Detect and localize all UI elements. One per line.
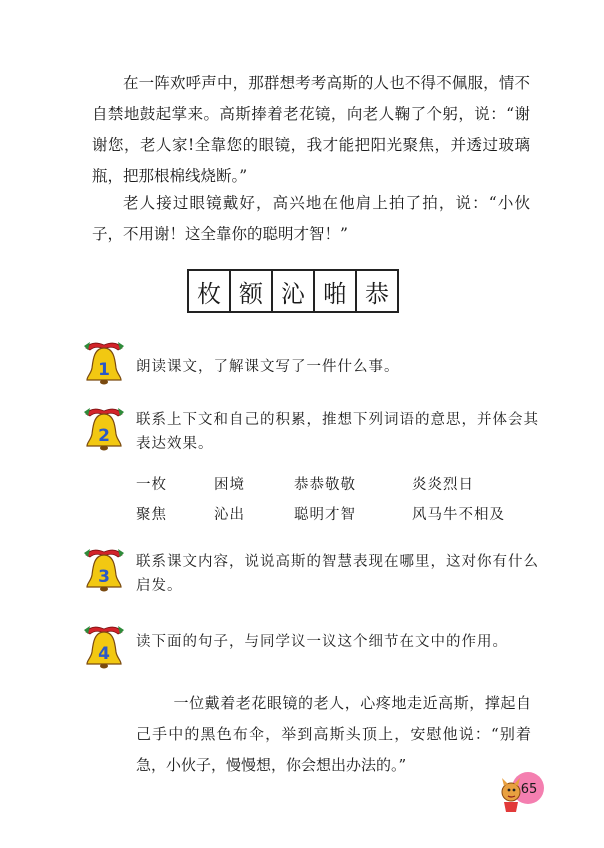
svg-text:2: 2 <box>98 426 110 446</box>
vocabulary-word: 恭恭敬敬 <box>294 476 356 493</box>
new-character: 额 <box>231 271 273 311</box>
page-number-badge <box>498 766 546 814</box>
exercise-3-text: 联系课文内容，说说高斯的智慧表现在哪里，这对你有什么启发。 <box>136 554 539 594</box>
story-paragraph-1: 在一阵欢呼声中，那群想考考高斯的人也不得不佩服，情不自禁地鼓起掌来。高斯捧着老花镜，向老人鞠了个躬，说：“谢谢您，老人家!全靠您的眼镜，我才能把阳光聚焦，并透过玻璃瓶，把那根棉线烧断。” <box>92 74 530 185</box>
new-characters-box <box>187 269 399 313</box>
story-paragraph-2: 老人接过眼镜戴好，高兴地在他肩上拍了拍，说：“小伙子，不用谢！这全靠你的聪明才智！” <box>92 194 530 243</box>
new-character: 恭 <box>365 279 389 308</box>
vocabulary-word: 聚焦 <box>136 506 167 523</box>
svg-text:4: 4 <box>98 644 110 664</box>
vocabulary-word: 风马牛不相及 <box>412 506 505 523</box>
vocabulary-list <box>136 468 552 528</box>
svg-text:3: 3 <box>98 567 110 587</box>
bell-number-1-icon <box>82 336 126 386</box>
page-number: 65 <box>520 782 538 797</box>
exercise-4-text: 读下面的句子，与同学议一议这个细节在文中的作用。 <box>136 634 508 650</box>
vocabulary-word: 沁出 <box>214 506 245 523</box>
vocabulary-word: 一枚 <box>136 476 167 493</box>
vocabulary-word: 困境 <box>214 476 245 493</box>
exercise-2-text: 联系上下文和自己的积累，推想下列词语的意思，并体会其表达效果。 <box>136 412 539 452</box>
bell-number-4-icon <box>82 620 126 670</box>
vocabulary-row <box>136 468 552 498</box>
vocabulary-word: 聪明才智 <box>294 506 356 523</box>
new-character: 枚 <box>189 271 231 311</box>
bell-number-3-icon <box>82 543 126 593</box>
svg-text:1: 1 <box>98 360 110 380</box>
vocabulary-word: 炎炎烈日 <box>412 476 474 493</box>
exercise-1-text: 朗读课文，了解课文写了一件什么事。 <box>136 359 400 375</box>
vocabulary-row <box>136 498 552 528</box>
new-character: 啪 <box>315 271 357 311</box>
excerpt-quote: 一位戴着老花眼镜的老人，心疼地走近高斯，撑起自己手中的黑色布伞，举到高斯头顶上，安慰他说：“别着急，小伙子，慢慢想，你会想出办法的。” <box>136 694 531 774</box>
new-character: 沁 <box>273 271 315 311</box>
bell-number-2-icon <box>82 402 126 452</box>
